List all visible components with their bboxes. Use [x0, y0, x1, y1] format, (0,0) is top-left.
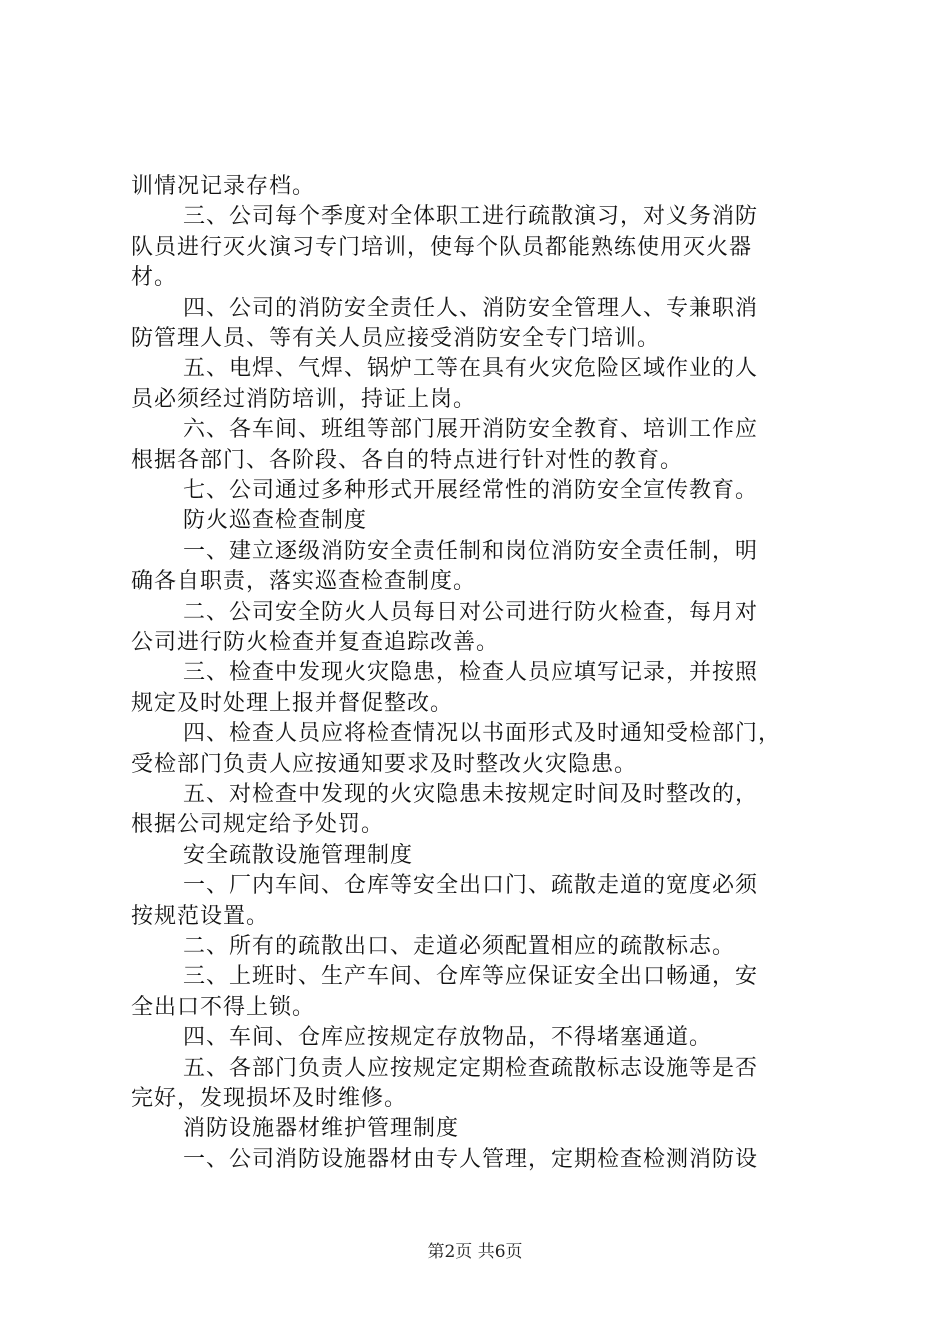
page-footer: 第2页 共6页 [427, 1242, 523, 1262]
text-line: 训情况记录存档。 [131, 174, 316, 199]
text-line: 四、检查人员应将检查情况以书面形式及时通知受检部门， [183, 721, 782, 747]
text-line: 确各自职责，落实巡查检查制度。 [131, 569, 477, 595]
text-line: 全出口不得上锁。 [131, 994, 316, 1020]
text-line: 一、建立逐级消防安全责任制和岗位消防安全责任制，明 [183, 538, 759, 564]
text-line: 二、所有的疏散出口、走道必须配置相应的疏散标志。 [183, 934, 736, 959]
text-line: 根据公司规定给予处罚。 [131, 812, 385, 838]
text-line: 完好，发现损坏及时维修。 [131, 1086, 408, 1111]
text-line: 四、公司的消防安全责任人、消防安全管理人、专兼职消 [183, 295, 759, 321]
text-line: 材。 [131, 265, 178, 291]
text-line: 三、公司每个季度对全体职工进行疏散演习，对义务消防 [183, 204, 759, 230]
section-heading: 安全疏散设施管理制度 [183, 842, 414, 868]
text-line: 防管理人员、等有关人员应接受消防安全专门培训。 [131, 326, 661, 351]
text-line: 一、公司消防设施器材由专人管理，定期检查检测消防设 [183, 1146, 759, 1172]
text-line: 五、对检查中发现的火灾隐患未按规定时间及时整改的， [183, 782, 759, 807]
text-line: 一、厂内车间、仓库等安全出口门、疏散走道的宽度必须 [183, 873, 759, 899]
text-line: 队员进行灭火演习专门培训，使每个队员都能熟练使用灭火器 [131, 234, 753, 260]
text-line: 四、车间、仓库应按规定存放物品，不得堵塞通道。 [183, 1025, 713, 1051]
text-line: 员必须经过消防培训，持证上岗。 [131, 386, 477, 412]
text-line: 公司进行防火检查并复查追踪改善。 [131, 630, 500, 655]
section-heading: 防火巡查检查制度 [183, 508, 368, 534]
text-line: 五、电焊、气焊、锅炉工等在具有火灾危险区域作业的人 [183, 356, 759, 382]
text-line: 五、各部门负责人应按规定定期检查疏散标志设施等是否 [183, 1055, 759, 1081]
text-line: 按规范设置。 [131, 903, 270, 929]
section-heading: 消防设施器材维护管理制度 [183, 1116, 460, 1142]
text-line: 六、各车间、班组等部门展开消防安全教育、培训工作应 [183, 417, 759, 443]
text-line: 根据各部门、各阶段、各自的特点进行针对性的教育。 [131, 447, 684, 473]
text-line: 七、公司通过多种形式开展经常性的消防安全宣传教育。 [183, 478, 759, 503]
text-line: 二、公司安全防火人员每日对公司进行防火检查，每月对 [183, 599, 759, 625]
text-line: 受检部门负责人应按通知要求及时整改火灾隐患。 [131, 751, 638, 777]
text-line: 三、检查中发现火灾隐患，检查人员应填写记录，并按照 [183, 660, 759, 686]
text-line: 三、上班时、生产车间、仓库等应保证安全出口畅通，安 [183, 964, 759, 990]
text-line: 规定及时处理上报并督促整改。 [131, 690, 454, 716]
